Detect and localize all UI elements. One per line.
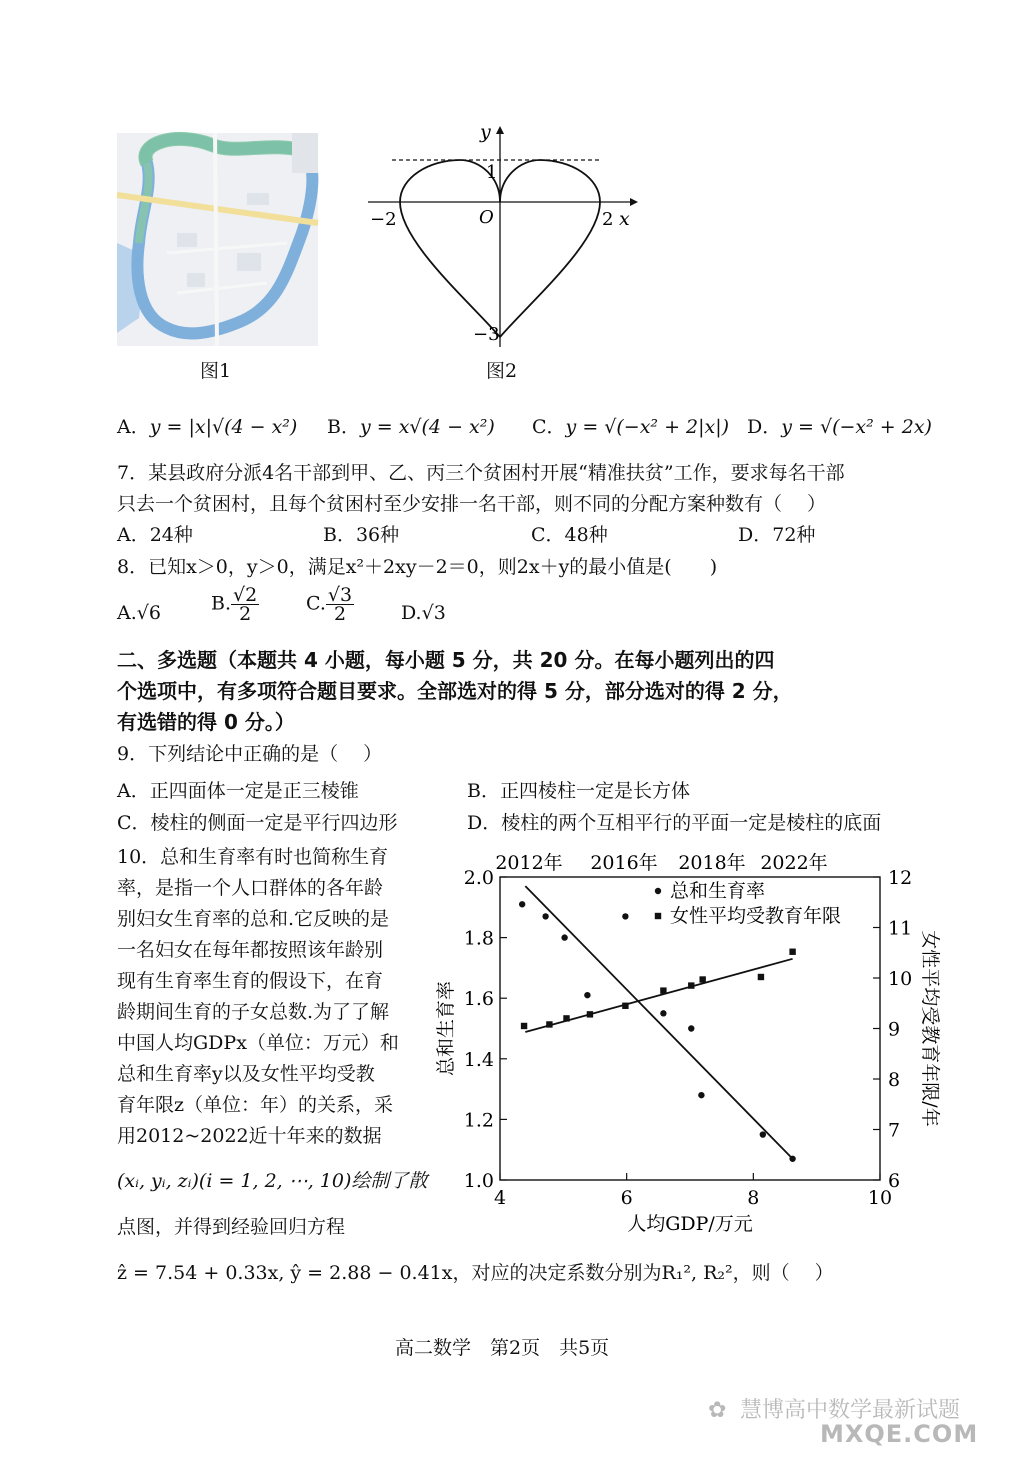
watermark-domain: MXQE.COM — [820, 1420, 979, 1448]
y-right-tick-label: 7 — [888, 1119, 901, 1142]
top-year-label: 2018年 — [678, 852, 746, 874]
q6-option-c: C．y = √(−x² + 2|x|) — [532, 416, 730, 438]
data-point-circle — [760, 1131, 766, 1137]
top-year-label: 2016年 — [590, 852, 658, 874]
data-point-square — [688, 982, 694, 988]
section2-heading-line2: 个选项中，有多项符合题目要求。全部选对的得 5 分，部分选对的得 2 分， — [117, 679, 793, 703]
data-point-square — [758, 974, 764, 980]
q7-option-d: D．72种 — [738, 524, 816, 546]
y-tick-label: 1.2 — [463, 1109, 494, 1132]
label-neg3: −3 — [473, 324, 500, 345]
data-point-circle — [584, 992, 590, 998]
x-tick-label: 6 — [620, 1187, 633, 1209]
data-point-circle — [688, 1025, 694, 1031]
legend-marker-circle — [655, 888, 661, 894]
data-point-square — [699, 976, 705, 982]
data-point-square — [660, 987, 666, 993]
label-x: x — [619, 208, 630, 230]
q7-option-a: A．24种 — [117, 524, 193, 546]
figure-1-caption: 图1 — [200, 360, 232, 382]
map-image — [117, 133, 318, 346]
q6-option-b: B．y = x√(4 − x²) — [327, 416, 495, 438]
data-point-square — [587, 1011, 593, 1017]
y-right-tick-label: 11 — [888, 917, 913, 940]
watermark-text: 慧博高中数学最新试题 — [740, 1398, 961, 1423]
q9-stem: 9．下列结论中正确的是（ ） — [117, 743, 383, 765]
q10-data-line: (xᵢ, yᵢ, zᵢ)(i = 1, 2, ⋯, 10)绘制了散 — [117, 1170, 428, 1192]
y-right-tick-label: 6 — [888, 1170, 901, 1192]
x-tick-label: 4 — [493, 1187, 507, 1209]
page-footer: 高二数学 第2页 共5页 — [395, 1337, 610, 1359]
q8-stem: 8．已知x＞0，y＞0，满足x²＋2xy－2＝0，则2x＋y的最小值是( ) — [117, 556, 718, 578]
q9-option-c: C．棱柱的侧面一定是平行四边形 — [117, 812, 398, 834]
legend-label: 总和生育率 — [670, 880, 766, 902]
y-right-tick-label: 12 — [888, 867, 913, 889]
q10-line: 育年限z（单位：年）的关系，采 — [117, 1094, 394, 1116]
q10-line: 率，是指一个人口群体的各年龄 — [117, 877, 384, 899]
y-tick-label: 1.8 — [463, 927, 494, 950]
q7-option-c: C．48种 — [531, 524, 608, 546]
q10-line: 总和生育率y以及女性平均受教 — [117, 1063, 375, 1085]
q7-stem-line1: 7．某县政府分派4名干部到甲、乙、丙三个贫困村开展“精准扶贫”工作，要求每名干部 — [117, 462, 845, 484]
y-axis-label: 总和生育率 — [435, 980, 457, 1077]
label-y: y — [480, 121, 491, 143]
data-point-circle — [622, 913, 628, 919]
y-right-axis-label: 女性平均受教育年限/年 — [919, 930, 941, 1127]
top-year-label: 2012年 — [495, 852, 563, 874]
data-point-circle — [561, 934, 567, 940]
y-right-tick-label: 8 — [888, 1069, 901, 1091]
q7-option-b: B．36种 — [323, 524, 400, 546]
data-point-square — [546, 1021, 552, 1027]
q10-line: 中国人均GDPx（单位：万元）和 — [117, 1032, 399, 1054]
data-point-square — [521, 1023, 527, 1029]
x-tick-label: 8 — [747, 1187, 760, 1209]
q6-option-a: A．y = |x|√(4 − x²) — [117, 416, 298, 438]
x-tick-label: 10 — [867, 1187, 893, 1209]
data-point-circle — [698, 1092, 704, 1098]
y-right-tick-label: 9 — [888, 1018, 901, 1041]
legend-label: 女性平均受教育年限 — [670, 905, 842, 927]
data-point-circle — [519, 901, 525, 907]
data-point-square — [789, 949, 795, 955]
figure-1-map — [117, 133, 318, 346]
q9-option-b: B．正四棱柱一定是长方体 — [467, 780, 690, 802]
y-tick-label: 1.6 — [463, 988, 494, 1011]
q10-line: 龄期间生育的子女总数.为了了解 — [117, 1001, 390, 1023]
q10-equation-line: ẑ = 7.54 + 0.33x, ŷ = 2.88 − 0.41x，对应的决定系数分别为R₁², R₂²，则（ ） — [117, 1262, 834, 1284]
y-tick-label: 1.4 — [463, 1048, 494, 1071]
q9-option-a: A．正四面体一定是正三棱锥 — [117, 780, 359, 802]
q6-option-d: D．y = √(−x² + 2x) — [747, 416, 932, 438]
q10-line-after: 点图，并得到经验回归方程 — [117, 1216, 346, 1238]
y-tick-label: 1.0 — [463, 1170, 494, 1192]
top-year-label: 2022年 — [760, 852, 828, 874]
x-axis-label: 人均GDP/万元 — [627, 1213, 753, 1235]
label-origin: O — [479, 207, 494, 228]
q8-option-a: A.√6 — [117, 602, 161, 624]
q8-option-d: D.√3 — [401, 602, 446, 624]
q9-option-d: D．棱柱的两个互相平行的平面一定是棱柱的底面 — [467, 812, 882, 834]
y-tick-label: 2.0 — [463, 867, 494, 889]
y-right-tick-label: 10 — [888, 968, 913, 990]
legend-marker-square — [655, 913, 661, 919]
data-point-circle — [789, 1156, 795, 1162]
wechat-icon: ✿ — [708, 1398, 727, 1423]
section2-heading-line3: 有选错的得 0 分。） — [117, 710, 295, 734]
data-point-circle — [660, 1010, 666, 1016]
section2-heading-line1: 二、多选题（本题共 4 小题，每小题 5 分，共 20 分。在每小题列出的四 — [117, 648, 775, 672]
q10-line: 现有生育率生育的假设下，在育 — [117, 970, 384, 992]
q10-line: 一名妇女在每年都按照该年龄别 — [117, 939, 384, 961]
q10-text-column — [117, 842, 437, 1152]
q8-option-c: C. $\frac{√3}{2}$ — [306, 584, 353, 625]
figure-2-heart-graph — [360, 122, 640, 352]
q10-line: 10．总和生育率有时也简称生育 — [117, 846, 389, 868]
data-point-circle — [542, 913, 548, 919]
figure-2-caption: 图2 — [486, 360, 518, 382]
label-one: 1 — [486, 162, 498, 183]
data-point-square — [622, 1003, 628, 1009]
label-two: 2 — [602, 209, 614, 230]
q8-option-b: B. $\frac{√2}{2}$ — [211, 584, 258, 625]
q10-line: 用2012~2022近十年来的数据 — [117, 1125, 382, 1147]
q7-stem-line2: 只去一个贫困村，且每个贫困村至少安排一名干部，则不同的分配方案种数有（ ） — [117, 493, 827, 515]
scatter-chart — [430, 845, 941, 1235]
label-neg2: −2 — [370, 209, 397, 230]
q10-line: 别妇女生育率的总和.它反映的是 — [117, 908, 390, 930]
data-point-square — [563, 1015, 569, 1021]
